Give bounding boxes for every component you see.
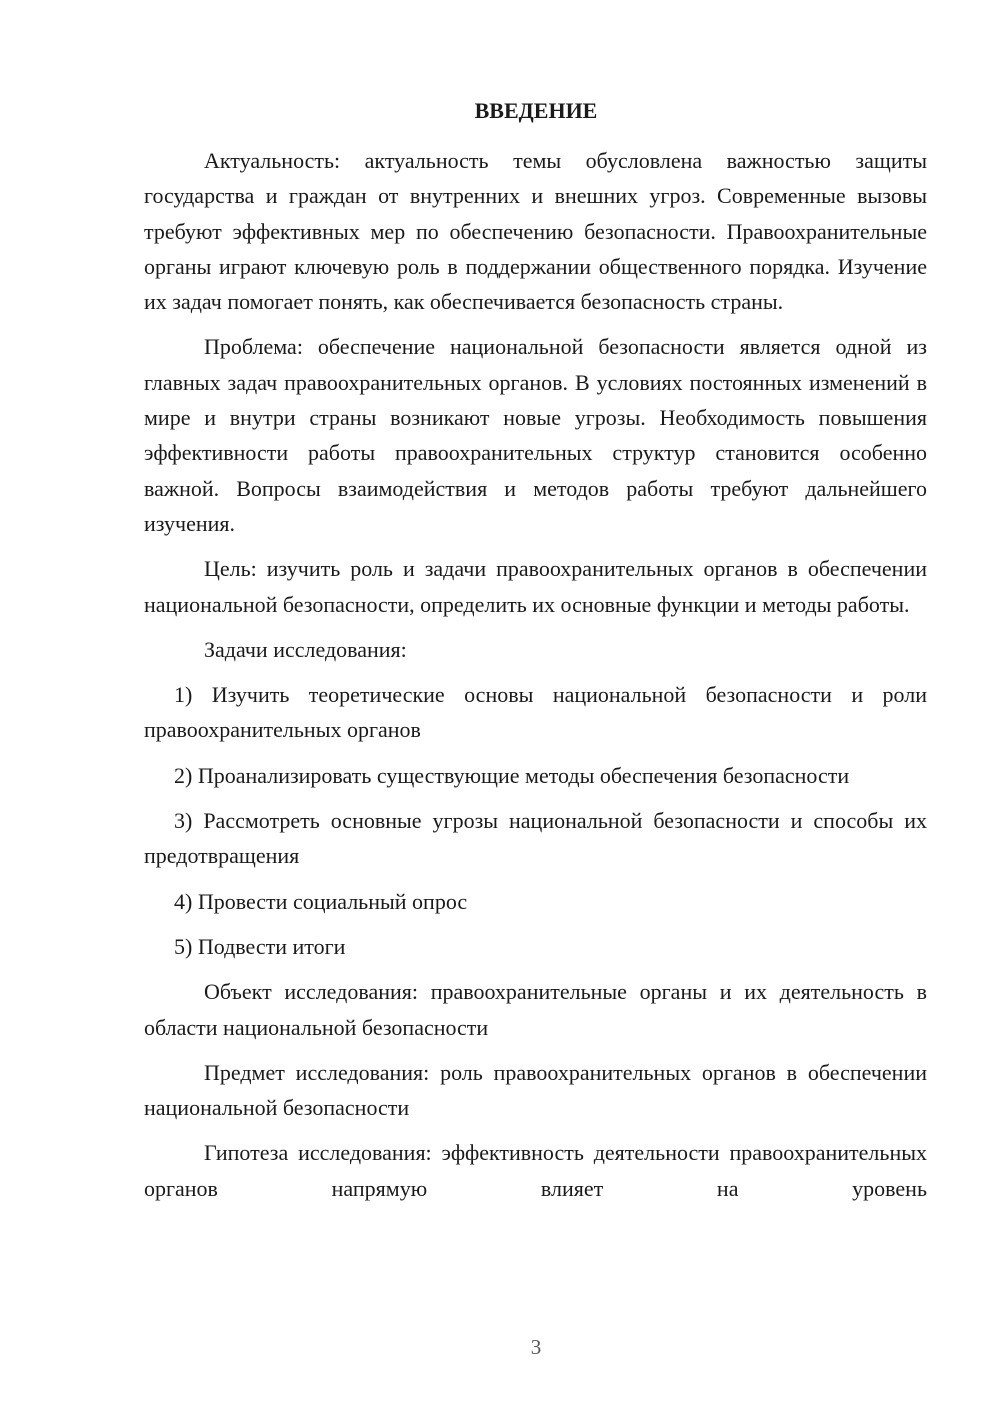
paragraph-hypothesis: Гипотеза исследования: эффективность деятельности правоохранительных органов напрямую влияет на уровень bbox=[144, 1140, 927, 1201]
task-item-1: 1) Изучить теоретические основы национальной безопасности и роли правоохранительных органов bbox=[144, 682, 927, 743]
page-number: 3 bbox=[530, 1335, 542, 1359]
paragraph-subject: Предмет исследования: роль правоохранительных органов в обеспечении национальной безопасности bbox=[144, 1059, 927, 1121]
task-item-4: 4) Провести социальный опрос bbox=[174, 888, 468, 914]
paragraph-tasks-heading: Задачи исследования: bbox=[204, 636, 407, 662]
paragraph-goal: Цель: изучить роль и задачи правоохранительных органов в обеспечении национальной безопасности, определить их основные функции и методы работы. bbox=[144, 556, 927, 617]
task-item-5: 5) Подвести итоги bbox=[174, 933, 346, 959]
document-body bbox=[144, 143, 927, 1206]
page-title: ВВЕДЕНИЕ bbox=[474, 98, 598, 123]
task-item-2: 2) Проанализировать существующие методы обеспечения безопасности bbox=[174, 762, 850, 788]
paragraph-object: Объект исследования: правоохранительные органы и их деятельность в области национальной безопасности bbox=[144, 979, 927, 1040]
task-item-3: 3) Рассмотреть основные угрозы национальной безопасности и способы их предотвращения bbox=[144, 808, 927, 869]
paragraph-problem: Проблема: обеспечение национальной безопасности является одной из главных задач правоохранительных органов. В условиях постоянных изменений в мире и внутри страны возникают новые угрозы. Необходимость повышения эффективности работы правоохранительных структур становится особенно важной. Вопросы взаимодействия и методов работы требуют дальнейшего изучения. bbox=[144, 334, 927, 536]
paragraph-relevance: Актуальность: актуальность темы обусловлена важностью защиты государства и граждан от внутренних и внешних угроз. Современные вызовы требуют эффективных мер по обеспечению безопасности. Правоохранительные органы играют ключевую роль в поддержании общественного порядка. Изучение их задач помогает понять, как обеспечивается безопасность страны. bbox=[144, 148, 927, 315]
